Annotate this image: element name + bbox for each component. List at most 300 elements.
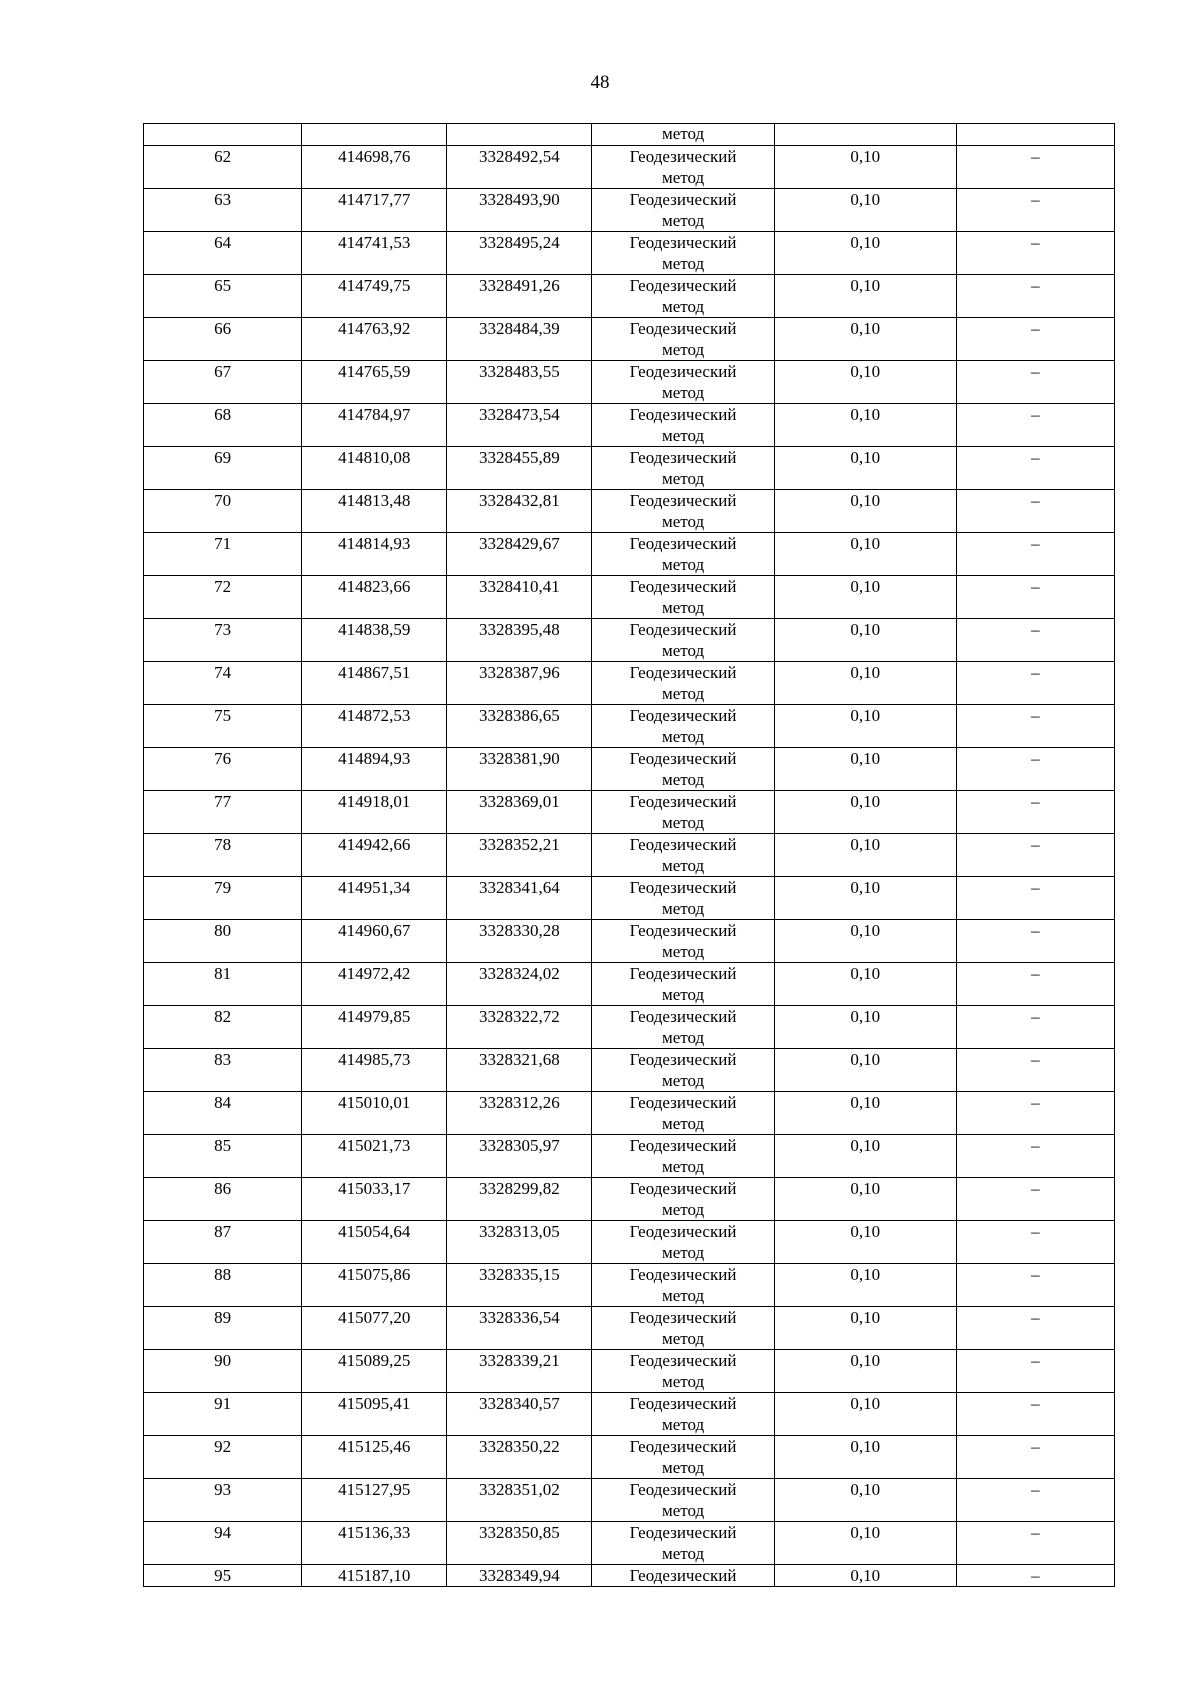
cell-note: – <box>956 1264 1114 1307</box>
table-row <box>144 834 1115 877</box>
method-line: Геодезический <box>629 1566 737 1585</box>
cell-point-number: 81 <box>144 963 302 1006</box>
cell-method <box>592 877 774 920</box>
cell-y: 3328350,85 <box>447 1522 592 1565</box>
method-line: Геодезический <box>629 405 737 424</box>
table-row <box>144 619 1115 662</box>
cell-point-number: 77 <box>144 791 302 834</box>
method-line: метод <box>661 1200 705 1219</box>
cell-point-number: 89 <box>144 1307 302 1350</box>
method-line: метод <box>661 899 705 918</box>
cell-y: 3328305,97 <box>447 1135 592 1178</box>
method-line: Геодезический <box>629 706 737 725</box>
cell-point-number: 95 <box>144 1565 302 1587</box>
cell-y: 3328313,05 <box>447 1221 592 1264</box>
method-line: Геодезический <box>629 1523 737 1542</box>
cell-method: метод <box>592 124 774 146</box>
table-row <box>144 490 1115 533</box>
cell-y: 3328432,81 <box>447 490 592 533</box>
cell-y: 3328312,26 <box>447 1092 592 1135</box>
method-line: метод <box>661 1501 705 1520</box>
method-line: Геодезический <box>629 921 737 940</box>
cell-y: 3328484,39 <box>447 318 592 361</box>
method-line: Геодезический <box>629 534 737 553</box>
cell-x: 414872,53 <box>302 705 447 748</box>
cell-x: 415033,17 <box>302 1178 447 1221</box>
cell-note: – <box>956 1350 1114 1393</box>
cell-method <box>592 619 774 662</box>
cell-x: 414867,51 <box>302 662 447 705</box>
table-row <box>144 189 1115 232</box>
cell-point-number: 92 <box>144 1436 302 1479</box>
cell-accuracy: 0,10 <box>774 1178 956 1221</box>
table-row <box>144 1436 1115 1479</box>
table-row <box>144 791 1115 834</box>
cell-accuracy: 0,10 <box>774 1479 956 1522</box>
table-row <box>144 1006 1115 1049</box>
cell-accuracy: 0,10 <box>774 1393 956 1436</box>
cell-note: – <box>956 404 1114 447</box>
cell-y: 3328369,01 <box>447 791 592 834</box>
cell-accuracy: 0,10 <box>774 1350 956 1393</box>
cell-note: – <box>956 361 1114 404</box>
cell-method <box>592 189 774 232</box>
method-line: метод <box>661 512 705 531</box>
table-row <box>144 404 1115 447</box>
cell-point-number: 65 <box>144 275 302 318</box>
method-line: Геодезический <box>629 1179 737 1198</box>
cell-point-number: 76 <box>144 748 302 791</box>
method-line: Геодезический <box>629 1265 737 1284</box>
cell-note: – <box>956 232 1114 275</box>
cell-method <box>592 275 774 318</box>
cell-accuracy: 0,10 <box>774 619 956 662</box>
method-line: Геодезический <box>629 491 737 510</box>
method-line: метод <box>661 340 705 359</box>
method-line: Геодезический <box>629 1480 737 1499</box>
cell-point-number: 91 <box>144 1393 302 1436</box>
cell-x: 414763,92 <box>302 318 447 361</box>
cell-x: 414960,67 <box>302 920 447 963</box>
cell-note: – <box>956 705 1114 748</box>
cell-x: 415136,33 <box>302 1522 447 1565</box>
cell-point-number: 82 <box>144 1006 302 1049</box>
cell-point-number: 63 <box>144 189 302 232</box>
table-row <box>144 1307 1115 1350</box>
cell-x: 415021,73 <box>302 1135 447 1178</box>
table-row <box>144 920 1115 963</box>
cell-y: 3328381,90 <box>447 748 592 791</box>
cell-y: 3328330,28 <box>447 920 592 963</box>
cell-point-number: 62 <box>144 146 302 189</box>
cell-note: – <box>956 1049 1114 1092</box>
method-line: Геодезический <box>629 1007 737 1026</box>
cell-note: – <box>956 576 1114 619</box>
cell-method <box>592 963 774 1006</box>
cell-point-number: 71 <box>144 533 302 576</box>
cell-point-number: 79 <box>144 877 302 920</box>
cell-accuracy: 0,10 <box>774 920 956 963</box>
cell-note: – <box>956 877 1114 920</box>
cell-note: – <box>956 275 1114 318</box>
coordinates-table <box>143 123 1115 1587</box>
table-row <box>144 662 1115 705</box>
cell-x: 414717,77 <box>302 189 447 232</box>
cell-accuracy: 0,10 <box>774 1264 956 1307</box>
cell-method <box>592 1135 774 1178</box>
cell-method <box>592 662 774 705</box>
table-row <box>144 1221 1115 1264</box>
table-row <box>144 361 1115 404</box>
cell-y: 3328341,64 <box>447 877 592 920</box>
table-row <box>144 1565 1115 1587</box>
table-row <box>144 576 1115 619</box>
cell-y: 3328322,72 <box>447 1006 592 1049</box>
cell-x: 415010,01 <box>302 1092 447 1135</box>
cell-y: 3328299,82 <box>447 1178 592 1221</box>
cell-y: 3328410,41 <box>447 576 592 619</box>
cell-x: 414918,01 <box>302 791 447 834</box>
cell-y: 3328491,26 <box>447 275 592 318</box>
cell-y: 3328395,48 <box>447 619 592 662</box>
cell-accuracy: 0,10 <box>774 1522 956 1565</box>
method-line: Геодезический <box>629 1093 737 1112</box>
cell-accuracy: 0,10 <box>774 834 956 877</box>
method-line: Геодезический <box>629 448 737 467</box>
cell-method <box>592 490 774 533</box>
cell-method <box>592 920 774 963</box>
cell-accuracy: 0,10 <box>774 1135 956 1178</box>
cell-y: 3328492,54 <box>447 146 592 189</box>
method-line: Геодезический <box>629 878 737 897</box>
cell-accuracy: 0,10 <box>774 146 956 189</box>
cell-y: 3328324,02 <box>447 963 592 1006</box>
cell-note: – <box>956 662 1114 705</box>
method-line: метод <box>661 1071 705 1090</box>
cell-accuracy: 0,10 <box>774 1565 956 1587</box>
method-line: метод <box>661 1329 705 1348</box>
method-line: Геодезический <box>629 1308 737 1327</box>
method-line: метод <box>661 985 705 1004</box>
cell-point-number: 69 <box>144 447 302 490</box>
cell-x: 414810,08 <box>302 447 447 490</box>
cell-y <box>447 124 592 146</box>
cell-method <box>592 834 774 877</box>
method-line: метод <box>661 598 705 617</box>
cell-point-number: 68 <box>144 404 302 447</box>
cell-x: 414784,97 <box>302 404 447 447</box>
cell-note: – <box>956 834 1114 877</box>
cell-method <box>592 318 774 361</box>
method-line: Геодезический <box>629 1437 737 1456</box>
cell-x: 415125,46 <box>302 1436 447 1479</box>
method-line: метод <box>661 684 705 703</box>
cell-note <box>956 124 1114 146</box>
cell-point-number: 70 <box>144 490 302 533</box>
table-row <box>144 748 1115 791</box>
cell-y: 3328495,24 <box>447 232 592 275</box>
method-line: метод <box>661 555 705 574</box>
cell-accuracy: 0,10 <box>774 791 956 834</box>
cell-point-number: 86 <box>144 1178 302 1221</box>
cell-method <box>592 404 774 447</box>
method-line: метод <box>661 1028 705 1047</box>
method-line: метод <box>661 770 705 789</box>
cell-note: – <box>956 1135 1114 1178</box>
method-line: Геодезический <box>629 233 737 252</box>
cell-x: 414894,93 <box>302 748 447 791</box>
table-row <box>144 146 1115 189</box>
cell-note: – <box>956 1006 1114 1049</box>
cell-method <box>592 1006 774 1049</box>
cell-method <box>592 791 774 834</box>
cell-method <box>592 1307 774 1350</box>
method-line: Геодезический <box>629 792 737 811</box>
cell-y: 3328349,94 <box>447 1565 592 1587</box>
cell-x: 414813,48 <box>302 490 447 533</box>
cell-accuracy: 0,10 <box>774 275 956 318</box>
method-line: Геодезический <box>629 1394 737 1413</box>
page-number: 48 <box>590 72 610 93</box>
method-line: Геодезический <box>629 1136 737 1155</box>
cell-x: 414741,53 <box>302 232 447 275</box>
cell-accuracy: 0,10 <box>774 490 956 533</box>
method-line: Геодезический <box>629 147 737 166</box>
cell-note: – <box>956 490 1114 533</box>
cell-method <box>592 576 774 619</box>
method-line: Геодезический <box>629 362 737 381</box>
method-line: метод <box>661 297 705 316</box>
cell-x: 415077,20 <box>302 1307 447 1350</box>
method-line: метод <box>661 942 705 961</box>
cell-y: 3328335,15 <box>447 1264 592 1307</box>
cell-method <box>592 1479 774 1522</box>
cell-point-number: 93 <box>144 1479 302 1522</box>
method-line: Геодезический <box>629 577 737 596</box>
cell-accuracy: 0,10 <box>774 576 956 619</box>
cell-point-number: 85 <box>144 1135 302 1178</box>
cell-point-number: 74 <box>144 662 302 705</box>
cell-accuracy: 0,10 <box>774 662 956 705</box>
method-line: метод <box>661 1372 705 1391</box>
cell-note: – <box>956 1092 1114 1135</box>
cell-point-number: 78 <box>144 834 302 877</box>
cell-y: 3328455,89 <box>447 447 592 490</box>
cell-point-number: 72 <box>144 576 302 619</box>
method-line: метод <box>661 1286 705 1305</box>
table-row <box>144 877 1115 920</box>
table-row <box>144 705 1115 748</box>
method-line: метод <box>661 469 705 488</box>
cell-x: 414972,42 <box>302 963 447 1006</box>
table-row <box>144 447 1115 490</box>
cell-y: 3328351,02 <box>447 1479 592 1522</box>
cell-y: 3328386,65 <box>447 705 592 748</box>
cell-accuracy: 0,10 <box>774 447 956 490</box>
cell-accuracy: 0,10 <box>774 705 956 748</box>
method-line: Геодезический <box>629 964 737 983</box>
cell-x: 415095,41 <box>302 1393 447 1436</box>
method-line: метод <box>661 254 705 273</box>
cell-point-number: 66 <box>144 318 302 361</box>
cell-method <box>592 1049 774 1092</box>
cell-note: – <box>956 619 1114 662</box>
cell-method <box>592 1436 774 1479</box>
cell-x: 414765,59 <box>302 361 447 404</box>
method-line: метод <box>661 1458 705 1477</box>
cell-method <box>592 361 774 404</box>
cell-point-number: 83 <box>144 1049 302 1092</box>
cell-x: 414985,73 <box>302 1049 447 1092</box>
table-row <box>144 232 1115 275</box>
cell-method <box>592 447 774 490</box>
cell-method <box>592 1522 774 1565</box>
cell-note: – <box>956 146 1114 189</box>
method-line: метод <box>661 1415 705 1434</box>
cell-accuracy: 0,10 <box>774 1436 956 1479</box>
cell-x: 415187,10 <box>302 1565 447 1587</box>
cell-x <box>302 124 447 146</box>
cell-x: 415054,64 <box>302 1221 447 1264</box>
table-row <box>144 1393 1115 1436</box>
method-line: метод <box>661 426 705 445</box>
cell-accuracy: 0,10 <box>774 232 956 275</box>
method-line: Геодезический <box>629 835 737 854</box>
cell-note: – <box>956 189 1114 232</box>
cell-method <box>592 1092 774 1135</box>
cell-y: 3328473,54 <box>447 404 592 447</box>
cell-point-number: 75 <box>144 705 302 748</box>
cell-y: 3328483,55 <box>447 361 592 404</box>
cell-y: 3328321,68 <box>447 1049 592 1092</box>
table-row <box>144 1264 1115 1307</box>
method-line: Геодезический <box>629 1351 737 1370</box>
cell-method <box>592 1350 774 1393</box>
cell-method <box>592 533 774 576</box>
method-line: Геодезический <box>629 749 737 768</box>
cell-note: – <box>956 447 1114 490</box>
method-line: метод <box>661 1544 705 1563</box>
cell-accuracy: 0,10 <box>774 1092 956 1135</box>
cell-x: 414814,93 <box>302 533 447 576</box>
cell-method <box>592 1178 774 1221</box>
continued-row <box>144 124 1115 146</box>
method-line: Геодезический <box>629 276 737 295</box>
cell-y: 3328340,57 <box>447 1393 592 1436</box>
table-row <box>144 1522 1115 1565</box>
method-line: Геодезический <box>629 190 737 209</box>
cell-method <box>592 232 774 275</box>
cell-x: 415075,86 <box>302 1264 447 1307</box>
table-row <box>144 1479 1115 1522</box>
cell-y: 3328339,21 <box>447 1350 592 1393</box>
cell-x: 414979,85 <box>302 1006 447 1049</box>
cell-x: 414823,66 <box>302 576 447 619</box>
table-row <box>144 318 1115 361</box>
cell-accuracy: 0,10 <box>774 533 956 576</box>
table-row <box>144 1135 1115 1178</box>
method-line: метод <box>661 211 705 230</box>
cell-accuracy: 0,10 <box>774 361 956 404</box>
method-line: метод <box>661 813 705 832</box>
cell-note: – <box>956 1393 1114 1436</box>
method-line: метод <box>661 856 705 875</box>
cell-point-number: 90 <box>144 1350 302 1393</box>
cell-note: – <box>956 1565 1114 1587</box>
cell-method <box>592 748 774 791</box>
cell-x: 414942,66 <box>302 834 447 877</box>
cell-y: 3328387,96 <box>447 662 592 705</box>
cell-accuracy: 0,10 <box>774 748 956 791</box>
table-row <box>144 1350 1115 1393</box>
cell-x: 415127,95 <box>302 1479 447 1522</box>
cell-x: 414838,59 <box>302 619 447 662</box>
cell-x: 415089,25 <box>302 1350 447 1393</box>
method-line: метод <box>661 1114 705 1133</box>
table-row <box>144 963 1115 1006</box>
table-row <box>144 533 1115 576</box>
cell-y: 3328493,90 <box>447 189 592 232</box>
cell-y: 3328350,22 <box>447 1436 592 1479</box>
coordinates-table-body <box>144 124 1115 1587</box>
method-line: Геодезический <box>629 1050 737 1069</box>
cell-note: – <box>956 1436 1114 1479</box>
cell-method <box>592 1221 774 1264</box>
cell-accuracy <box>774 124 956 146</box>
cell-accuracy: 0,10 <box>774 1307 956 1350</box>
cell-accuracy: 0,10 <box>774 1221 956 1264</box>
cell-method <box>592 1264 774 1307</box>
cell-method <box>592 705 774 748</box>
cell-accuracy: 0,10 <box>774 189 956 232</box>
method-line: Геодезический <box>629 319 737 338</box>
cell-y: 3328336,54 <box>447 1307 592 1350</box>
cell-note: – <box>956 533 1114 576</box>
cell-method <box>592 146 774 189</box>
cell-point-number: 64 <box>144 232 302 275</box>
cell-point-number: 88 <box>144 1264 302 1307</box>
cell-note: – <box>956 791 1114 834</box>
cell-point-number: 80 <box>144 920 302 963</box>
method-line: Геодезический <box>629 620 737 639</box>
table-row <box>144 275 1115 318</box>
method-line: метод <box>661 641 705 660</box>
method-line: метод <box>661 1157 705 1176</box>
cell-point-number: 67 <box>144 361 302 404</box>
cell-accuracy: 0,10 <box>774 963 956 1006</box>
cell-point-number: 94 <box>144 1522 302 1565</box>
cell-method <box>592 1565 774 1587</box>
cell-x: 414698,76 <box>302 146 447 189</box>
method-line: Геодезический <box>629 1222 737 1241</box>
cell-point-number: 73 <box>144 619 302 662</box>
cell-method <box>592 1393 774 1436</box>
method-line: метод <box>661 168 705 187</box>
cell-y: 3328429,67 <box>447 533 592 576</box>
cell-accuracy: 0,10 <box>774 1006 956 1049</box>
cell-point-number <box>144 124 302 146</box>
cell-accuracy: 0,10 <box>774 404 956 447</box>
cell-accuracy: 0,10 <box>774 318 956 361</box>
method-line: Геодезический <box>629 663 737 682</box>
cell-note: – <box>956 963 1114 1006</box>
table-row <box>144 1049 1115 1092</box>
method-line: метод <box>661 383 705 402</box>
method-line: метод <box>661 727 705 746</box>
cell-note: – <box>956 1522 1114 1565</box>
method-line: метод <box>661 1243 705 1262</box>
cell-note: – <box>956 1307 1114 1350</box>
